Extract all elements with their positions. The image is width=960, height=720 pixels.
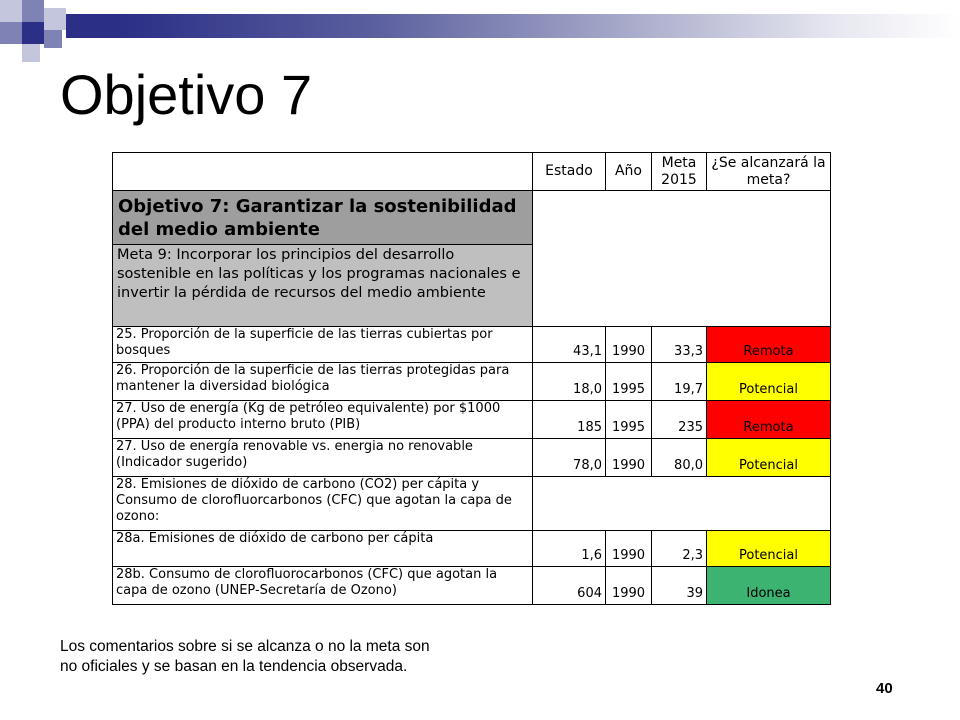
slide-title: Objetivo 7 xyxy=(60,63,313,126)
estado-cell: 185 xyxy=(533,401,606,439)
table-row xyxy=(113,401,831,439)
status-badge: Idonea xyxy=(707,567,831,605)
anio-cell: 1990 xyxy=(606,327,652,363)
indicator-cell: 26. Proporción de la superficie de las tierras protegidas para mantener la diversidad biológica xyxy=(113,363,533,401)
goal-blank-cell xyxy=(533,191,831,327)
goal-cell: Objetivo 7: Garantizar la sostenibilidad del medio ambiente xyxy=(113,191,533,245)
meta-cell: 235 xyxy=(652,401,707,439)
footnote xyxy=(60,637,430,677)
indicator-cell: 27. Uso de energía renovable vs. energia no renovable (Indicador sugerido) xyxy=(113,439,533,477)
meta-cell: 33,3 xyxy=(652,327,707,363)
indicator-cell: 28b. Consumo de clorofluorocarbonos (CFC) que agotan la capa de ozono (UNEP-Secretaría de Ozono) xyxy=(113,567,533,605)
decor-square xyxy=(0,0,22,22)
header-anio: Año xyxy=(606,153,652,191)
indicators-table xyxy=(112,152,831,605)
status-badge: Potencial xyxy=(707,531,831,567)
table-row xyxy=(113,567,831,605)
decor-square xyxy=(22,0,44,22)
meta-cell: 39 xyxy=(652,567,707,605)
status-badge: Remota xyxy=(707,401,831,439)
header-row xyxy=(113,153,831,191)
anio-cell: 1990 xyxy=(606,567,652,605)
indicator-cell: 28a. Emisiones de dióxido de carbono per cápita xyxy=(113,531,533,567)
header-se-alcanzara: ¿Se alcanzará la meta? xyxy=(707,153,831,191)
decor-square xyxy=(22,44,40,62)
table-row xyxy=(113,439,831,477)
anio-cell: 1990 xyxy=(606,531,652,567)
estado-cell: 18,0 xyxy=(533,363,606,401)
header-gradient-band xyxy=(120,14,960,38)
decor-square xyxy=(90,14,120,38)
table-row xyxy=(113,363,831,401)
goal-row xyxy=(113,191,831,245)
page-number: 40 xyxy=(876,680,893,697)
header-blank-cell xyxy=(113,153,533,191)
meta-cell: 80,0 xyxy=(652,439,707,477)
table-row xyxy=(113,531,831,567)
table-row xyxy=(113,327,831,363)
estado-cell: 43,1 xyxy=(533,327,606,363)
indicator-cell: 25. Proporción de la superficie de las tierras cubiertas por bosques xyxy=(113,327,533,363)
anio-cell: 1995 xyxy=(606,401,652,439)
meta-cell: 2,3 xyxy=(652,531,707,567)
footnote-line-2: no oficiales y se basan en la tendencia observada. xyxy=(60,658,408,675)
estado-cell: 1,6 xyxy=(533,531,606,567)
estado-cell: 604 xyxy=(533,567,606,605)
indicator-cell: 27. Uso de energía (Kg de petróleo equivalente) por $1000 (PPA) del producto interno bruto (PIB) xyxy=(113,401,533,439)
status-badge: Potencial xyxy=(707,363,831,401)
anio-cell: 1995 xyxy=(606,363,652,401)
status-badge: Potencial xyxy=(707,439,831,477)
estado-cell: 78,0 xyxy=(533,439,606,477)
decor-square xyxy=(66,14,90,38)
decor-square xyxy=(0,22,22,44)
footnote-line-1: Los comentarios sobre si se alcanza o no la meta son xyxy=(60,638,430,655)
status-badge: Remota xyxy=(707,327,831,363)
decor-square xyxy=(22,22,44,44)
meta-cell: 19,7 xyxy=(652,363,707,401)
header-estado: Estado xyxy=(533,153,606,191)
table-row xyxy=(113,477,831,531)
decor-square xyxy=(44,8,66,30)
decor-square xyxy=(44,30,62,48)
target-cell: Meta 9: Incorporar los principios del desarrollo sostenible en las políticas y los programas nacionales e invertir la pérdida de recursos del medio ambiente xyxy=(113,245,533,327)
header-meta-2015: Meta 2015 xyxy=(652,153,707,191)
indicator-cell: 28. Emisiones de dióxido de carbono (CO2) per cápita y Consumo de clorofluorcarbonos (CFC) que agotan la capa de ozono: xyxy=(113,477,533,531)
empty-values-cell xyxy=(533,477,831,531)
anio-cell: 1990 xyxy=(606,439,652,477)
